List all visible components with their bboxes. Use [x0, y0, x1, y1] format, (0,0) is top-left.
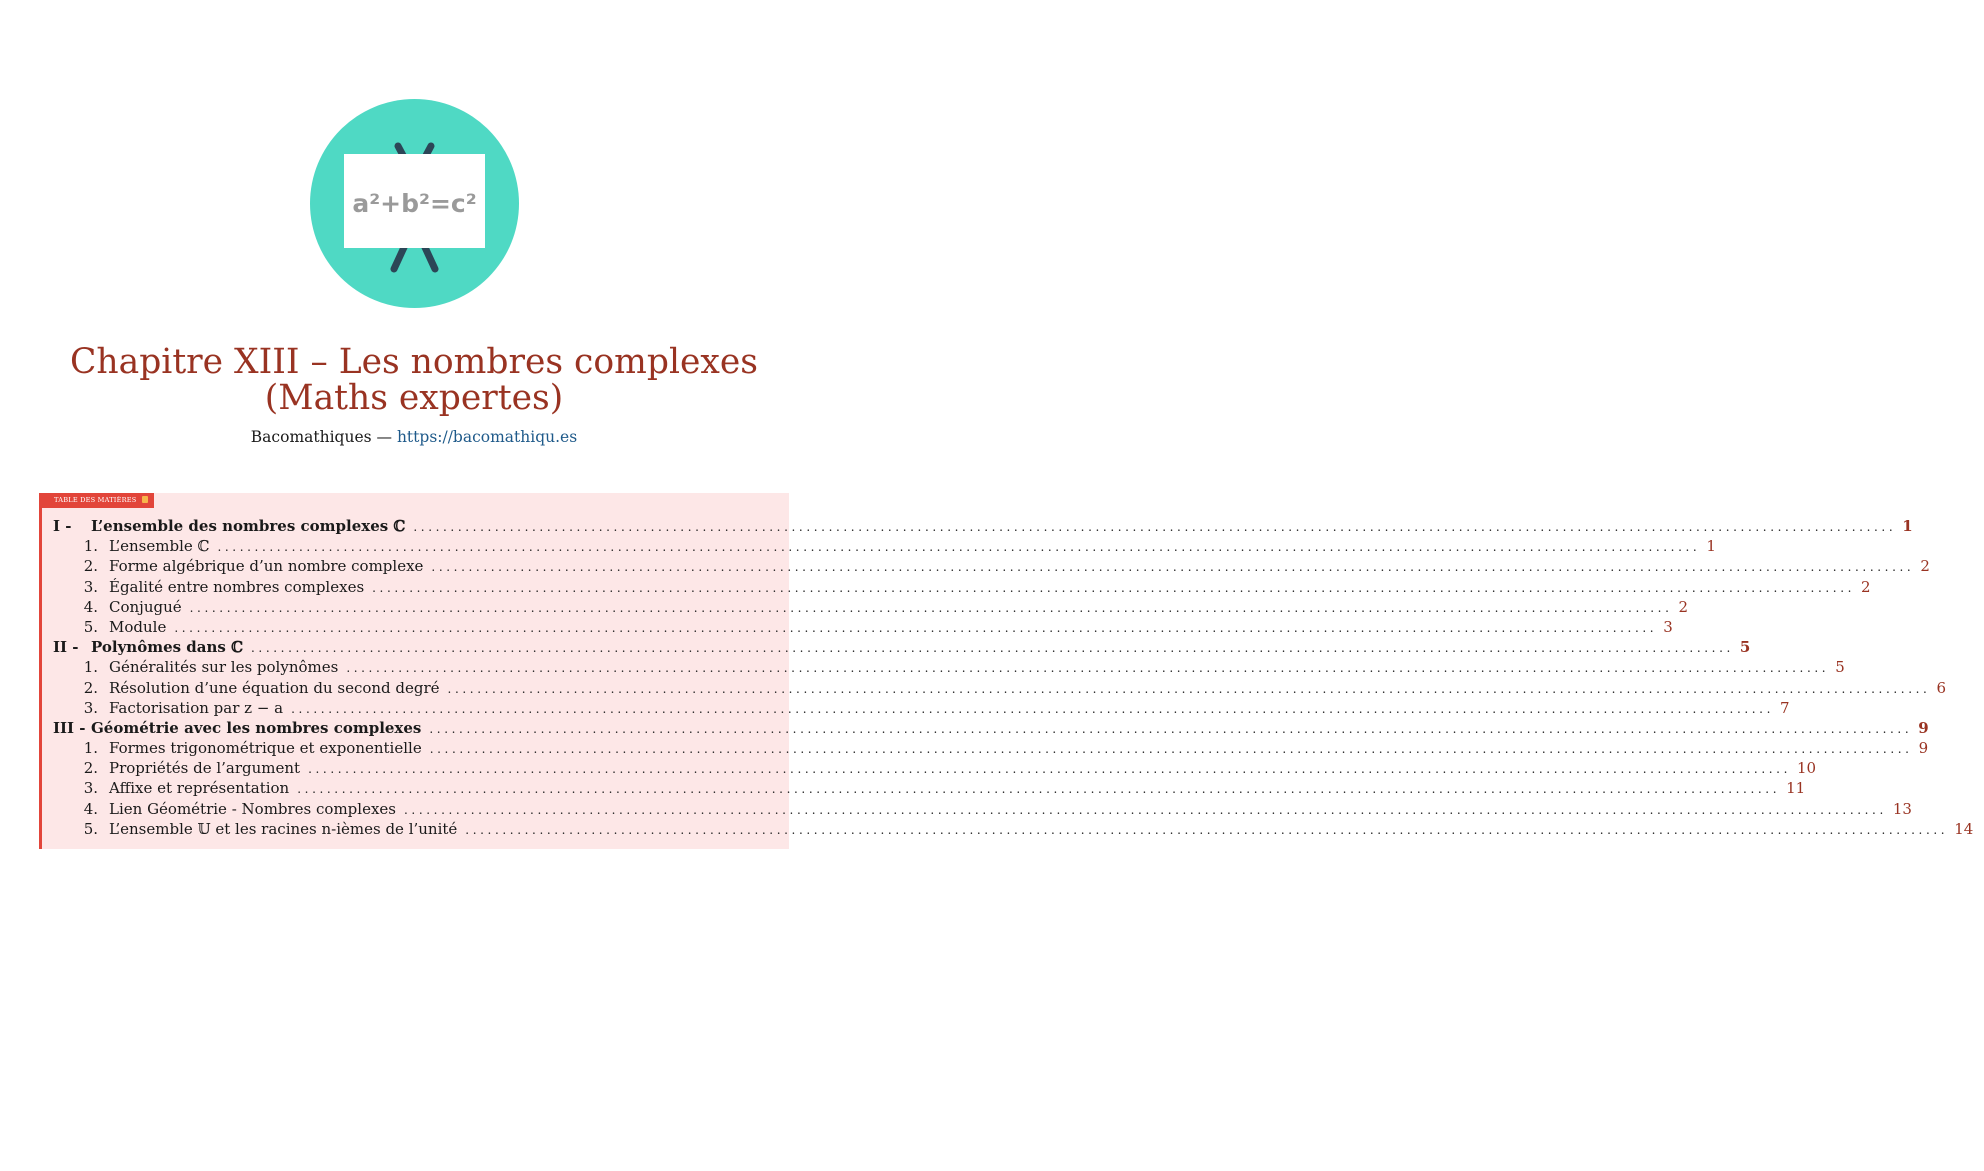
- author: Bacomathiques: [250, 428, 372, 446]
- toc-subsection-row[interactable]: [42, 597, 1689, 618]
- byline: [40, 428, 788, 446]
- toc-page-number[interactable]: 9: [1918, 718, 1929, 737]
- toc-number: II -: [53, 638, 79, 657]
- page-title: Chapitre XIII – Les nombres complexes (Maths expertes): [70, 342, 758, 418]
- toc-subsection-row[interactable]: [42, 819, 1974, 840]
- toc-page-number[interactable]: 14: [1954, 819, 1974, 838]
- toc-number: 3.: [83, 779, 98, 798]
- toc-number: III -: [53, 718, 86, 737]
- toc-subsection-row[interactable]: [42, 739, 1929, 759]
- toc-number: 3.: [83, 577, 98, 596]
- dot-leader: ........................................................................................................................................................................................................: [465, 822, 1949, 837]
- toc-section-row[interactable]: [42, 718, 1929, 739]
- dot-leader: ........................................................................................................................................................................................................: [447, 681, 1931, 696]
- toc-number: 1.: [83, 739, 98, 758]
- dot-leader: ........................................................................................................................................................................................................: [297, 782, 1781, 797]
- svg-text:a²+b²=c²: a²+b²=c²: [352, 189, 477, 218]
- toc-number: 2.: [83, 759, 98, 778]
- dot-leader: ........................................................................................................................................................................................................: [291, 701, 1775, 716]
- book-icon: [142, 496, 148, 503]
- toc-subsection-row[interactable]: [42, 557, 1930, 577]
- toc-page-number[interactable]: 6: [1936, 678, 1946, 697]
- dot-leader: ........................................................................................................................................................................................................: [429, 721, 1913, 736]
- toc-page-number[interactable]: 1: [1902, 517, 1913, 535]
- dot-leader: ........................................................................................................................................................................................................: [217, 540, 1701, 555]
- toc-subsection-row[interactable]: [42, 537, 1716, 557]
- toc-entry-text[interactable]: Polynômes dans ℂ: [91, 638, 244, 657]
- toc-number: 4.: [83, 597, 98, 616]
- table-of-contents: [39, 493, 1974, 849]
- dot-leader: ........................................................................................................................................................................................................: [431, 560, 1915, 575]
- toc-number: 2.: [83, 557, 98, 576]
- dot-leader: ........................................................................................................................................................................................................: [404, 802, 1887, 817]
- toc-page-number[interactable]: 10: [1796, 759, 1817, 778]
- toc-subsection-row[interactable]: [42, 617, 1673, 638]
- toc-entry-text[interactable]: Conjugué: [109, 597, 182, 616]
- toc-page-number[interactable]: 2: [1920, 557, 1930, 576]
- toc-page-number[interactable]: 5: [1835, 658, 1845, 677]
- toc-section-row[interactable]: [42, 517, 1913, 537]
- toc-entry-text[interactable]: L’ensemble ℂ: [109, 537, 210, 556]
- toc-number: 4.: [83, 799, 98, 818]
- dot-leader: ........................................................................................................................................................................................................: [372, 580, 1856, 595]
- dot-leader: ........................................................................................................................................................................................................: [413, 520, 1897, 534]
- toc-tag-label: TABLE DES MATIÈRES: [54, 496, 137, 504]
- toc-entry-text[interactable]: Résolution d’une équation du second degré: [109, 678, 440, 697]
- toc-page-number[interactable]: 11: [1786, 779, 1806, 798]
- toc-subsection-row[interactable]: [42, 577, 1871, 598]
- toc-entry-text[interactable]: Affixe et représentation: [109, 779, 290, 798]
- dot-leader: ........................................................................................................................................................................................................: [174, 620, 1658, 635]
- toc-entry-text[interactable]: Généralités sur les polynômes: [109, 658, 339, 677]
- toc-page-number[interactable]: 1: [1706, 537, 1716, 556]
- separator: —: [371, 428, 397, 446]
- toc-entry-text[interactable]: Forme algébrique d’un nombre complexe: [109, 557, 424, 576]
- toc-subsection-row[interactable]: [42, 759, 1817, 779]
- toc-subsection-row[interactable]: [42, 658, 1845, 678]
- toc-page-number[interactable]: 13: [1892, 799, 1912, 818]
- toc-entry-text[interactable]: Géométrie avec les nombres complexes: [91, 718, 422, 737]
- dot-leader: ........................................................................................................................................................................................................: [346, 661, 1830, 676]
- toc-number: 1.: [83, 658, 98, 677]
- toc-number: 5.: [83, 617, 98, 636]
- toc-entry-text[interactable]: Lien Géométrie - Nombres complexes: [109, 799, 396, 818]
- toc-page-number[interactable]: 7: [1780, 698, 1790, 717]
- toc-number: I -: [53, 517, 72, 535]
- toc-page-number[interactable]: 2: [1678, 597, 1689, 616]
- toc-entry-text[interactable]: Module: [109, 617, 167, 636]
- toc-number: 5.: [83, 819, 98, 838]
- toc-entry-text[interactable]: Égalité entre nombres complexes: [109, 577, 365, 596]
- dot-leader: ........................................................................................................................................................................................................: [429, 742, 1913, 757]
- toc-subsection-row[interactable]: [42, 698, 1790, 719]
- toc-entry-text[interactable]: Propriétés de l’argument: [109, 759, 301, 778]
- toc-entry-text[interactable]: L’ensemble 𝕌 et les racines n-ièmes de l’unité: [109, 819, 458, 838]
- toc-entry-text[interactable]: L’ensemble des nombres complexes ℂ: [91, 517, 406, 535]
- dot-leader: ........................................................................................................................................................................................................: [189, 600, 1673, 615]
- toc-page-number[interactable]: 3: [1663, 617, 1673, 636]
- dot-leader: ........................................................................................................................................................................................................: [251, 641, 1734, 656]
- toc-number: 2.: [83, 678, 98, 697]
- toc-number: 1.: [83, 537, 98, 556]
- toc-subsection-row[interactable]: [42, 678, 1946, 699]
- website-link[interactable]: https://bacomathiqu.es: [396, 428, 578, 446]
- dot-leader: ........................................................................................................................................................................................................: [308, 762, 1791, 777]
- toc-page-number[interactable]: 5: [1739, 638, 1751, 657]
- toc-rows: [42, 517, 1974, 840]
- chapter-logo: [310, 99, 519, 308]
- toc-tag: [42, 493, 154, 508]
- toc-page-number[interactable]: 9: [1918, 739, 1929, 758]
- toc-page-number[interactable]: 2: [1861, 577, 1871, 596]
- toc-number: 3.: [83, 698, 98, 717]
- toc-entry-text[interactable]: Formes trigonométrique et exponentielle: [109, 739, 422, 758]
- toc-entry-text[interactable]: Factorisation par z − a: [109, 698, 284, 717]
- toc-subsection-row[interactable]: [42, 779, 1806, 799]
- toc-section-row[interactable]: [42, 638, 1751, 658]
- toc-subsection-row[interactable]: [42, 799, 1912, 820]
